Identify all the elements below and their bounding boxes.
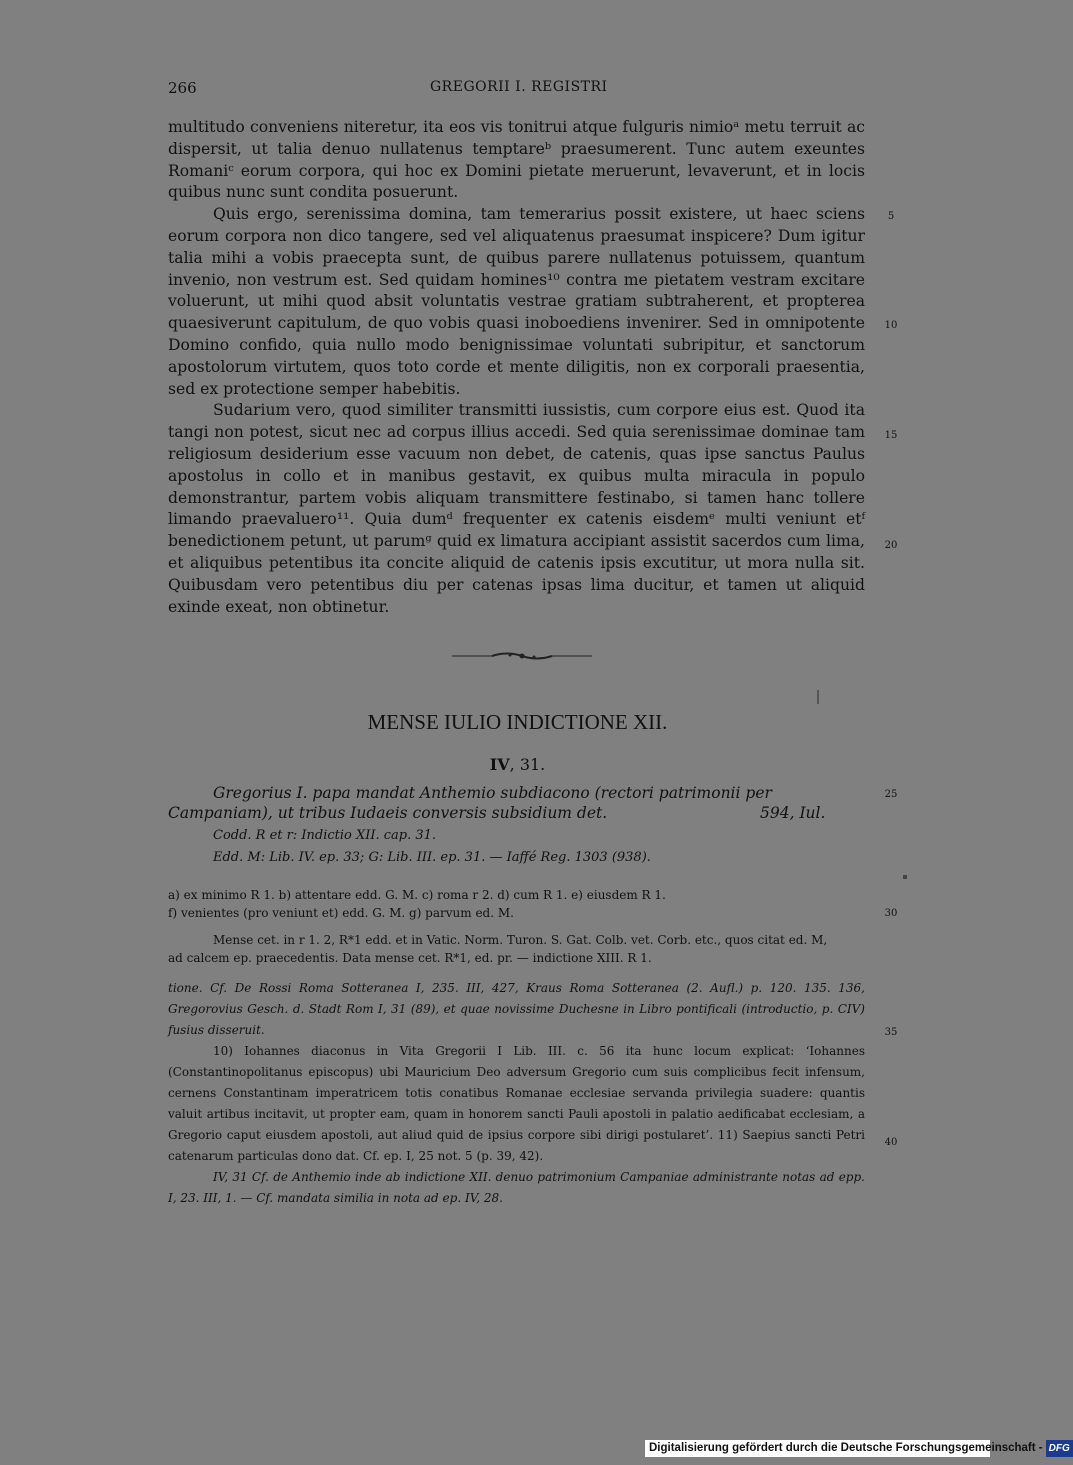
paragraph-1: multitudo conveniens niteretur, ita eos vis tonitrui atque fulguris nimioᵃ metu terruit ac dispersit, ut talia denuo nullatenus temptareᵇ praesumerent. Tunc autem exeuntes Romaniᶜ eorum corpora, qui hoc ex Domini pietate meruerunt, levaverunt, et in locis quibus nunc sunt condita posuerunt. [168, 118, 865, 202]
footnote-continuation: tione. Cf. De Rossi Roma Sotteranea I, 235. III, 427, Kraus Roma Sotteranea (2. Aufl.) p. 120. 135. 136, Gregorovius Gesch. d. Stadt Rom I, 31 (89), et quae novissime Duchesne in Libro pontificali (introductio, p. CIV) fusius disseruit. [168, 981, 865, 1037]
line-number-40: 40 [884, 1137, 898, 1148]
codices-line: Codd. R et r: Indictio XII. cap. 31. [213, 828, 437, 843]
editions-line: Edd. M: Lib. IV. ep. 33; G: Lib. III. ep. 31. — Iaffé Reg. 1303 (938). [213, 850, 651, 865]
running-title: GREGORII I. REGISTRI [430, 79, 608, 95]
footnote-doc-31: IV, 31 Cf. de Anthemio inde ab indictione XII. denuo patrimonium Campaniae administrante notas ad epp. I, 23. III, 1. — Cf. mandata similia in nota ad ep. IV, 28. [168, 1170, 865, 1205]
apparatus-line-2: f) venientes (pro veniunt et) edd. G. M. g) parvum ed. M. [168, 906, 514, 920]
summary-text: Gregorius I. papa mandat Anthemio subdiacono (rectori patrimonii per Campaniam), ut tribus Iudaeis conversis subsidium det. [168, 784, 772, 822]
section-separator-ornament [452, 648, 592, 664]
main-text [168, 117, 865, 618]
section-title: MENSE IULIO INDICTIONE XII. [367, 710, 668, 734]
margin-mark [817, 690, 819, 704]
margin-dot [903, 875, 907, 879]
document-number [0, 755, 1035, 774]
digitization-footer [645, 1440, 1070, 1457]
apparatus-line-3: Mense cet. in r 1. 2, R*1 edd. et in Vatic. Norm. Turon. S. Gat. Colb. vet. Corb. etc., quos citat ed. M, [213, 933, 828, 947]
line-number-35: 35 [884, 1027, 898, 1038]
paragraph-3: Sudarium vero, quod similiter transmitti iussistis, cum corpore eius est. Quod ita tangi non potest, sicut nec ad corpus illius accedi. Sed quia serenissimae dominae tam religiosum desiderium esse vacuum non debet, de catenis, quas ipse sanctus Paulus apostolus in collo et in manibus gestavit, ex quibus multa miracula in populo demonstrantur, partem vobis aliquam transmittere festinabo, si tamen hanc tollere limando praevaluero¹¹. Quia dumᵈ frequenter ex catenis eisdemᵉ multi veniunt etᶠ benedictionem petunt, ut parumᵍ quid ex limatura accipiant assistit sacerdos cum lima, et aliquibus petentibus ita concite aliquid de catenis ipsis excutitur, ut mora nulla sit. Quibusdam vero petentibus diu per catenas ipsas lima ducitur, et tamen ut aliquid exinde exeat, non obtinetur. [168, 401, 865, 616]
line-number-15: 15 [884, 430, 898, 441]
footnote-10-11: 10) Iohannes diaconus in Vita Gregorii I Lib. III. c. 56 ita hunc locum explicat: ‘Iohannes (Constantinopolitanus episcopus) ubi Mauricium Deo adversum Gregorio cum suis complicibus fecit infensum, cernens Constantinam imperatricem totis conatibus Romanae ecclesiae servanda privilegia suadere: quantis valuit artibus incitavit, ut propter eam, quam in honorem sancti Pauli apostoli in palatio aedificabat ecclesiam, a Gregorio caput eiusdem apostoli, aut aliud quid de ipsius corpore sibi dirigi postularet’. 11) Saepius sancti Petri catenarum particulas dono dat. Cf. ep. I, 25 not. 5 (p. 39, 42). [168, 1044, 865, 1163]
apparatus-line-1: a) ex minimo R 1. b) attentare edd. G. M. c) roma r 2. d) cum R 1. e) eiusdem R 1. [168, 888, 666, 902]
page-number: 266 [168, 79, 197, 97]
paragraph-2: Quis ergo, serenissima domina, tam temerarius possit existere, ut haec sciens eorum corpora non dico tangere, sed vel aliquatenus praesumat inspicere? Dum igitur talia mihi a vobis praecepta sunt, de quibus parere nullatenus potuissem, quantum invenio, non vestrum est. Sed quidam homines¹⁰ contra me pietatem vestram excitare voluerunt, ut mihi quod absit voluntatis vestrae gratiam subtraherent, et propterea quaesiverunt capitulum, de quo vobis quasi inoboediens invenirer. Sed in omnipotente Domino confido, quia nullo modo benignissimae voluntati subripitur, et sanctorum apostolorum virtutem, quos toto corde et mente diligitis, non ex corporali praesentia, sed ex protectione semper habebitis. [168, 205, 865, 398]
apparatus-line-4: ad calcem ep. praecedentis. Data mense cet. R*1, ed. pr. — indictione XIII. R 1. [168, 951, 652, 965]
footer-text: Digitalisierung gefördert durch die Deutsche Forschungsgemeinschaft - [649, 1442, 1043, 1454]
dfg-logo: DFG [1046, 1440, 1073, 1457]
line-number-30: 30 [884, 908, 898, 919]
line-number-20: 20 [884, 540, 898, 551]
footnotes [168, 978, 865, 1209]
line-number-5: 5 [887, 211, 895, 222]
line-number-25: 25 [884, 789, 898, 800]
document-summary [168, 783, 865, 823]
line-number-10: 10 [884, 320, 898, 331]
document-book: IV [489, 755, 510, 774]
document-letter: , 31. [509, 755, 546, 774]
document-date: 594, Iul. [760, 804, 826, 822]
